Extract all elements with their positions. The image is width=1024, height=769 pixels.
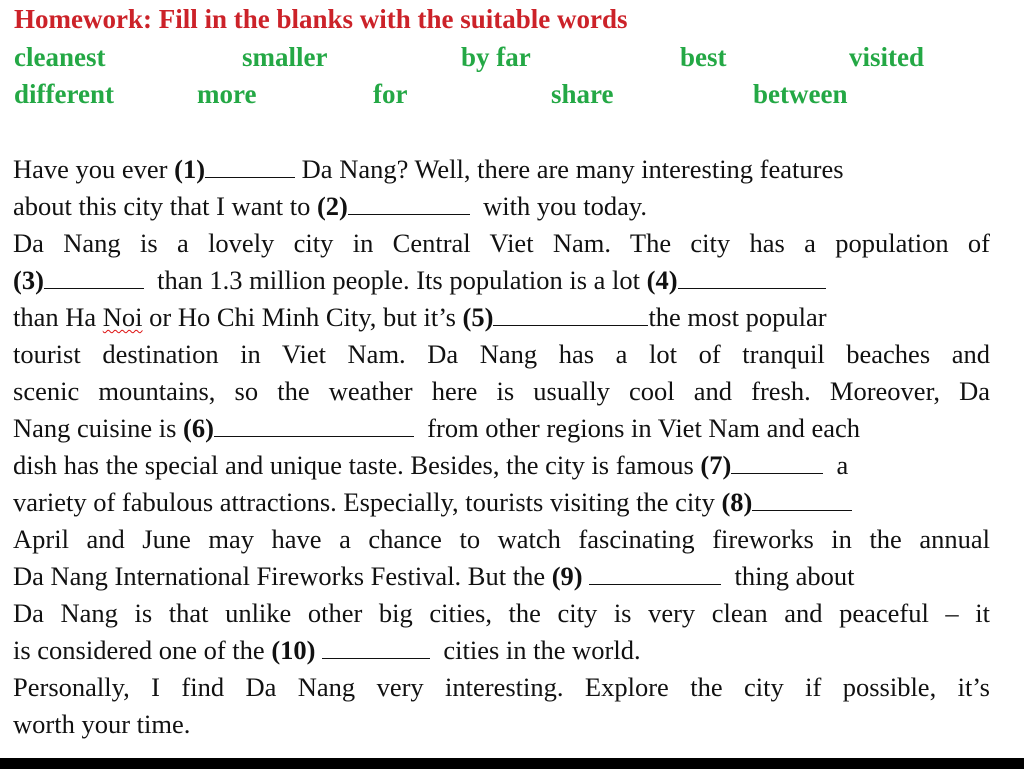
word-bank-item: for xyxy=(373,79,408,109)
word-bank-item: visited xyxy=(849,42,925,72)
blank-number: (8) xyxy=(721,487,753,517)
word-bank-item: cleanest xyxy=(14,42,106,72)
reading-passage xyxy=(13,151,990,743)
blank-number: (6) xyxy=(183,413,214,443)
passage-line: than Ha Noi or Ho Chi Minh City, but it’s (5) the most popular xyxy=(13,302,827,332)
passage-line: dish has the special and unique taste. Besides, the city is famous (7) a xyxy=(13,450,849,480)
word-bank-item: between xyxy=(753,79,848,109)
passage-line: is considered one of the (10) cities in the world. xyxy=(13,635,641,665)
blank-number: (4) xyxy=(646,265,678,295)
blank-number: (7) xyxy=(700,450,732,480)
passage-line: Nang cuisine is (6) from other regions in Viet Nam and each xyxy=(13,413,860,443)
passage-line: variety of fabulous attractions. Especially, tourists visiting the city (8) xyxy=(13,484,990,521)
passage-line: Have you ever (1) Da Nang? Well, there are many interesting features xyxy=(13,154,844,184)
word-bank-item: more xyxy=(197,79,257,109)
passage-line: Personally, I find Da Nang very interesting. Explore the city if possible, it’s xyxy=(13,672,990,702)
passage-line: April and June may have a chance to watch fascinating fireworks in the annual xyxy=(13,524,990,554)
passage-line: tourist destination in Viet Nam. Da Nang has a lot of tranquil beaches and xyxy=(13,339,990,369)
blank-7[interactable] xyxy=(731,451,823,474)
blank-3[interactable] xyxy=(44,266,144,289)
blank-10[interactable] xyxy=(322,636,430,659)
word-bank-item: share xyxy=(551,79,614,109)
blank-6[interactable] xyxy=(214,414,414,437)
blank-number: (9) xyxy=(551,561,583,591)
blank-4[interactable] xyxy=(678,266,826,289)
passage-line: worth your time. xyxy=(13,709,191,739)
blank-5[interactable] xyxy=(493,303,648,326)
homework-title: Homework: Fill in the blanks with the suitable words xyxy=(14,4,628,34)
word-bank-item: smaller xyxy=(242,42,328,72)
passage-line: Da Nang is that unlike other big cities, the city is very clean and peaceful – it xyxy=(13,598,990,628)
passage-line: Da Nang International Fireworks Festival. But the (9) thing about xyxy=(13,561,855,591)
passage-line: about this city that I want to (2) with you today. xyxy=(13,191,648,221)
blank-1[interactable] xyxy=(205,155,295,178)
blank-number: (3) xyxy=(13,265,44,295)
word-bank-item: different xyxy=(14,79,114,109)
blank-8[interactable] xyxy=(752,488,852,511)
blank-2[interactable] xyxy=(348,192,470,215)
blank-9[interactable] xyxy=(589,562,721,585)
passage-line: (3) than 1.3 million people. Its population is a lot (4) xyxy=(13,262,990,299)
word-bank-item: best xyxy=(680,42,727,72)
bottom-edge-bar xyxy=(0,758,1024,769)
blank-number: (10) xyxy=(271,635,316,665)
blank-number: (1) xyxy=(174,154,206,184)
blank-number: (5) xyxy=(462,302,494,332)
word-bank-item: by far xyxy=(461,42,531,72)
passage-line: Da Nang is a lovely city in Central Viet Nam. The city has a population of xyxy=(13,228,990,258)
passage-line: scenic mountains, so the weather here is usually cool and fresh. Moreover, Da xyxy=(13,376,990,406)
blank-number: (2) xyxy=(316,191,348,221)
